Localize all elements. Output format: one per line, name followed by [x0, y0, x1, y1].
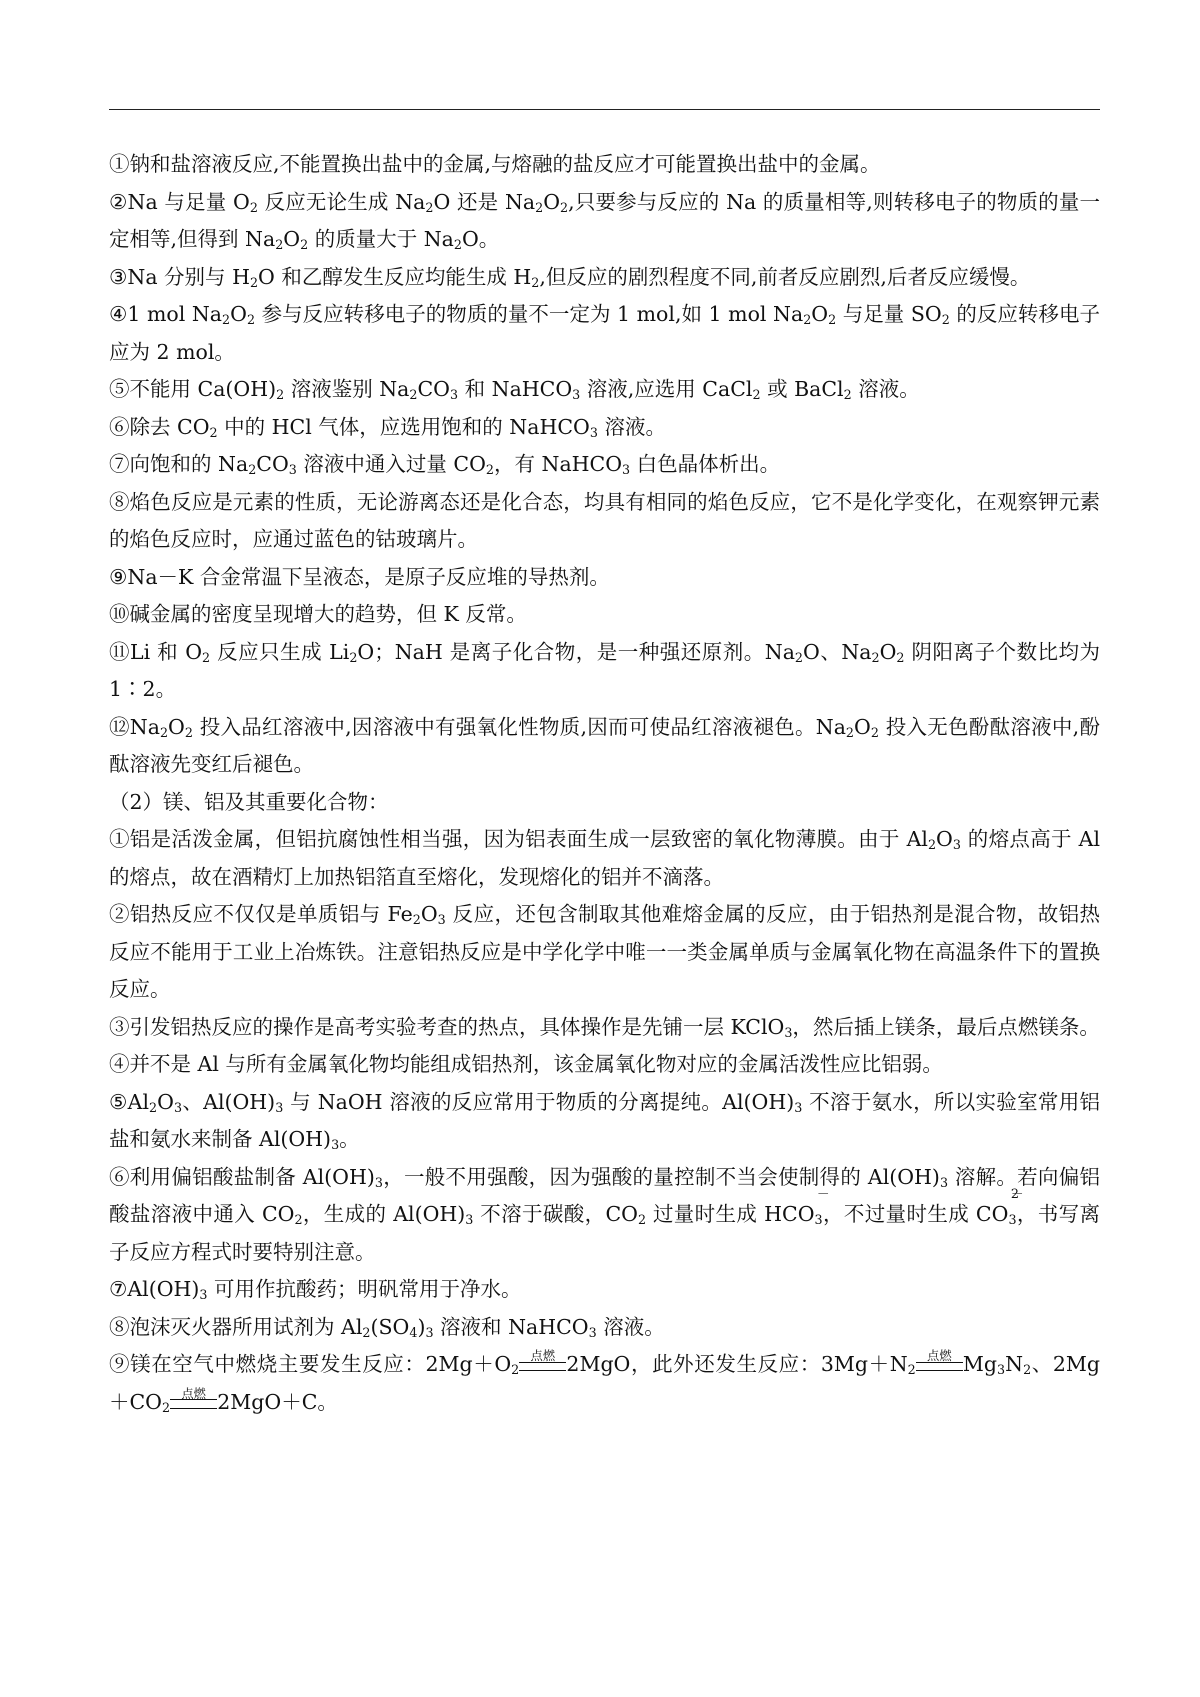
- header-rule: [109, 109, 1100, 110]
- para-al-4: ④并不是 Al 与所有金属氧化物均能组成铝热剂，该金属氧化物对应的金属活泼性应比铝弱。: [109, 1052, 943, 1076]
- para-na-2: ②Na 与足量 $O_2$ 反应无论生成 $Na_2O$ 还是 $Na_2O_2$,只要参与反应的 Na 的质量相等,则转移电子的物质的量一定相等,但得到 $Na_2O_2$ 的质量大于 $Na_2O$。: [109, 189, 1100, 253]
- section-heading-mg-al: （2）镁、铝及其重要化合物：: [109, 789, 389, 814]
- para-na-7: ⑦向饱和的 $Na_2CO_3$ 溶液中通入过量 $CO_2$，有 NaHCO$_3$ 白色晶体析出。: [109, 452, 781, 478]
- para-al-8: ⑧泡沫灭火器所用试剂为 $Al_2(SO_4)_3$ 溶液和 NaHCO$_3$ 溶液。: [109, 1314, 665, 1340]
- para-al-2: ②铝热反应不仅仅是单质铝与 $Fe_2O_3$ 反应，还包含制取其他难熔金属的反应，由于铝热剂是混合物，故铝热反应不能用于工业上冶炼铁。注意铝热反应是中学化学中唯一一类金属单质与金属氧化物在高温条件下的置换反应。: [109, 902, 1100, 1001]
- para-na-1: ①钠和盐溶液反应,不能置换出盐中的金属,与熔融的盐反应才可能置换出盐中的金属。: [109, 152, 881, 176]
- ion-carbonate-charge: $_3$ 2－: [1008, 1186, 1024, 1228]
- reaction-condition-arrow: 点燃: [170, 1398, 217, 1408]
- reaction-condition-arrow: 点燃: [519, 1361, 566, 1371]
- para-al-3: ③引发铝热反应的操作是高考实验考查的热点，具体操作是先铺一层 KClO$_3$，然后插上镁条，最后点燃镁条。: [109, 1014, 1100, 1040]
- para-na-11: ⑪Li 和 $O_2$ 反应只生成 $Li_2O$；NaH 是离子化合物，是一种强还原剂。$Na_2O$、$Na_2O_2$ 阴阳离子个数比均为 1∶2。: [109, 639, 1100, 701]
- para-al-6: ⑥利用偏铝酸盐制备 $Al(OH)_3$，一般不用强酸，因为强酸的量控制不当会使制得的 $Al(OH)_3$ 溶解。若向偏铝酸盐溶液中通入 $CO_2$，生成的 $Al(OH)_3$ 不溶于碳酸，$CO_2$ 过量时生成 $HCO_3$ － ，不过量时生成 $CO_3$ 2－ ，书写离子反应方程式时要特别注意。: [109, 1164, 1100, 1264]
- reaction-condition-arrow: 点燃: [916, 1361, 963, 1371]
- para-al-5: $⑤Al_2O_3$、$Al(OH)_3$ 与 NaOH 溶液的反应常用于物质的分离提纯。$Al(OH)_3$ 不溶于氨水，所以实验室常用铝盐和氨水来制备 $Al(OH)_3$。: [109, 1089, 1100, 1153]
- para-na-6: ⑥除去 $CO_2$ 中的 HCl 气体，应选用饱和的 NaHCO$_3$ 溶液。: [109, 414, 666, 440]
- para-na-3: ③Na 分别与 $H_2O$ 和乙醇发生反应均能生成 $H_2$,但反应的剧烈程度不同,前者反应剧烈,后者反应缓慢。: [109, 264, 1031, 290]
- ion-bicarbonate-charge: $_3$ －: [814, 1186, 830, 1228]
- document-body: [109, 146, 1100, 1421]
- para-al-1: ①铝是活泼金属，但铝抗腐蚀性相当强，因为铝表面生成一层致密的氧化物薄膜。由于 $Al_2O_3$ 的熔点高于 Al 的熔点，故在酒精灯上加热铝箔直至熔化，发现熔化的铝并不滴落。: [109, 827, 1100, 889]
- para-na-5: ⑤不能用 $Ca(OH)_2$ 溶液鉴别 $Na_2CO_3$ 和 NaHCO$_3$ 溶液,应选用 CaCl$_2$ 或 BaCl$_2$ 溶液。: [109, 377, 920, 403]
- para-na-4: ④1 mol $Na_2O_2$ 参与反应转移电子的物质的量不一定为 1 mol,如 1 mol $Na_2O_2$ 与足量 $SO_2$ 的反应转移电子应为 2 mol。: [109, 302, 1100, 364]
- para-mg-9: ⑨镁在空气中燃烧主要发生反应：$2Mg+O_2$ 点燃 2MgO，此外还发生反应：$3Mg+N_2$ 点燃 $Mg_3N_2$、$2Mg+CO_2$ 点燃 2MgO＋C。: [109, 1349, 1101, 1415]
- para-na-10: ⑩碱金属的密度呈现增大的趋势，但 K 反常。: [109, 602, 527, 626]
- para-na-12: $⑫Na_2O_2$ 投入品红溶液中,因溶液中有强氧化性物质,因而可使品红溶液褪色。$Na_2O_2$ 投入无色酚酞溶液中,酚酞溶液先变红后褪色。: [109, 714, 1100, 776]
- para-al-7: $⑦Al(OH)_3$ 可用作抗酸药；明矾常用于净水。: [109, 1277, 522, 1303]
- para-na-9: ⑨Na－K 合金常温下呈液态，是原子反应堆的导热剂。: [109, 564, 610, 589]
- para-na-8: ⑧焰色反应是元素的性质，无论游离态还是化合态，均具有相同的焰色反应，它不是化学变化，在观察钾元素的焰色反应时，应通过蓝色的钴玻璃片。: [109, 489, 1100, 551]
